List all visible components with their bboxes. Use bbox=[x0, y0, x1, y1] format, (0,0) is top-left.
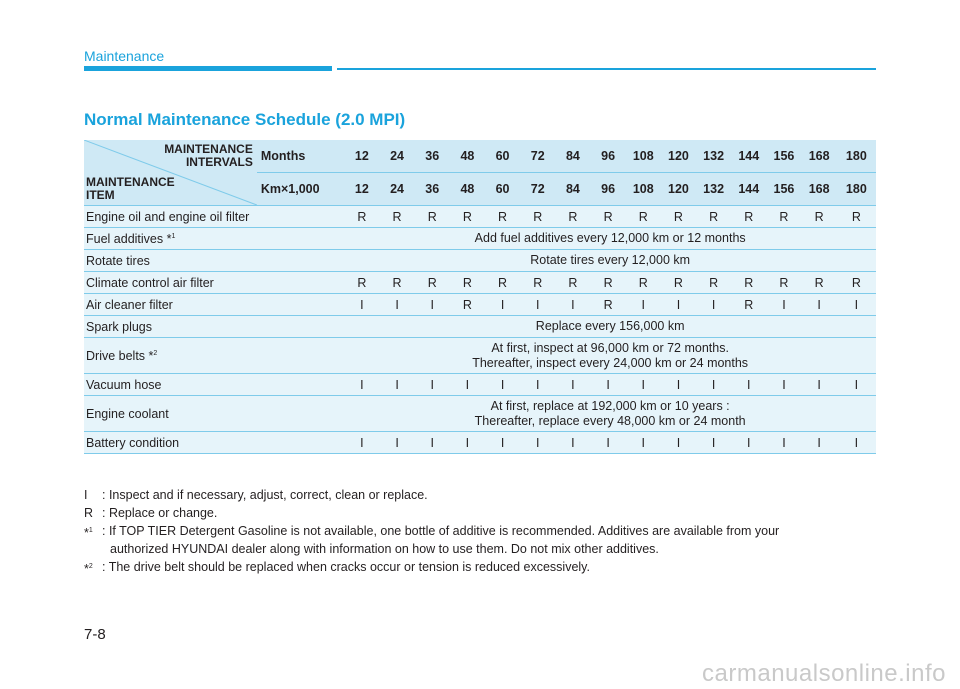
km-interval-cell: 156 bbox=[766, 173, 801, 206]
schedule-cell: I bbox=[485, 432, 520, 454]
note-key: *$^1$ bbox=[84, 526, 93, 541]
months-interval-cell: 132 bbox=[696, 140, 731, 173]
note-text: : The drive belt should be replaced when cracks occur or tension is reduced excessively. bbox=[102, 560, 590, 574]
section-rule-thin bbox=[337, 68, 876, 70]
table-row bbox=[84, 294, 876, 316]
schedule-cell: I bbox=[415, 374, 450, 396]
schedule-cell: I bbox=[661, 374, 696, 396]
schedule-cell: R bbox=[485, 206, 520, 228]
schedule-span-cell: At first, replace at 192,000 km or 10 years : Thereafter, replace every 48,000 km or 24 month bbox=[344, 396, 876, 432]
schedule-cell: I bbox=[344, 294, 379, 316]
schedule-cell: I bbox=[555, 374, 590, 396]
schedule-cell: I bbox=[520, 374, 555, 396]
months-interval-cell: 84 bbox=[555, 140, 590, 173]
footnote-marker: 2 bbox=[153, 349, 158, 357]
schedule-cell: I bbox=[802, 374, 837, 396]
table-row bbox=[84, 396, 876, 432]
note-text: : If TOP TIER Detergent Gasoline is not available, one bottle of additive is recommended. Additives are available from your bbox=[102, 524, 780, 538]
schedule-cell: I bbox=[766, 374, 801, 396]
maintenance-item-label: Rotate tires bbox=[84, 250, 344, 272]
note-key: R bbox=[84, 506, 94, 520]
km-interval-cell: 12 bbox=[344, 173, 379, 206]
months-interval-cell: 108 bbox=[626, 140, 661, 173]
schedule-cell: I bbox=[379, 432, 414, 454]
schedule-cell: I bbox=[626, 432, 661, 454]
legend-note bbox=[84, 504, 884, 522]
schedule-span-cell: At first, inspect at 96,000 km or 72 months. Thereafter, inspect every 24,000 km or 24 months bbox=[344, 338, 876, 374]
maintenance-item-label: Climate control air filter bbox=[84, 272, 344, 294]
schedule-cell: I bbox=[837, 432, 876, 454]
schedule-cell: I bbox=[485, 294, 520, 316]
legend-notes bbox=[84, 486, 884, 576]
footnote-marker: 1 bbox=[88, 527, 93, 534]
schedule-cell: I bbox=[415, 294, 450, 316]
watermark: carmanualsonline.info bbox=[702, 660, 946, 687]
schedule-cell: I bbox=[626, 374, 661, 396]
table-row bbox=[84, 338, 876, 374]
schedule-cell: I bbox=[802, 432, 837, 454]
months-interval-cell: 60 bbox=[485, 140, 520, 173]
footnote-marker: 1 bbox=[171, 232, 176, 240]
section-rule-thick bbox=[84, 66, 332, 71]
note-key: *$^2$ bbox=[84, 562, 93, 577]
schedule-cell: I bbox=[766, 294, 801, 316]
schedule-cell: I bbox=[344, 432, 379, 454]
months-interval-cell: 96 bbox=[591, 140, 626, 173]
schedule-cell: R bbox=[802, 206, 837, 228]
schedule-cell: I bbox=[731, 432, 766, 454]
schedule-cell: I bbox=[520, 294, 555, 316]
km-interval-cell: 132 bbox=[696, 173, 731, 206]
km-interval-cell: 168 bbox=[802, 173, 837, 206]
km-interval-cell: 144 bbox=[731, 173, 766, 206]
schedule-cell: R bbox=[731, 294, 766, 316]
maintenance-item-label: Spark plugs bbox=[84, 316, 344, 338]
table-row bbox=[84, 250, 876, 272]
schedule-cell: R bbox=[626, 272, 661, 294]
table-row bbox=[84, 272, 876, 294]
schedule-cell: R bbox=[415, 272, 450, 294]
schedule-cell: I bbox=[379, 294, 414, 316]
schedule-cell: R bbox=[485, 272, 520, 294]
months-interval-cell: 144 bbox=[731, 140, 766, 173]
km-interval-cell: 48 bbox=[450, 173, 485, 206]
schedule-cell: I bbox=[555, 294, 590, 316]
section-label: Maintenance bbox=[84, 48, 165, 64]
months-interval-cell: 72 bbox=[520, 140, 555, 173]
schedule-cell: R bbox=[450, 272, 485, 294]
months-interval-cell: 36 bbox=[415, 140, 450, 173]
maintenance-item-label: Engine oil and engine oil filter bbox=[84, 206, 344, 228]
schedule-cell: R bbox=[591, 272, 626, 294]
schedule-cell: I bbox=[837, 374, 876, 396]
corner-intervals-label: MAINTENANCE INTERVALS bbox=[164, 142, 253, 169]
schedule-cell: I bbox=[450, 374, 485, 396]
km-interval-cell: 24 bbox=[379, 173, 414, 206]
schedule-cell: I bbox=[696, 432, 731, 454]
schedule-cell: I bbox=[766, 432, 801, 454]
schedule-cell: R bbox=[344, 206, 379, 228]
schedule-cell: I bbox=[696, 374, 731, 396]
schedule-cell: I bbox=[415, 432, 450, 454]
maintenance-item-label: Battery condition bbox=[84, 432, 344, 454]
note-text: : Replace or change. bbox=[102, 506, 218, 520]
months-interval-cell: 120 bbox=[661, 140, 696, 173]
months-interval-cell: 168 bbox=[802, 140, 837, 173]
km-interval-cell: 96 bbox=[591, 173, 626, 206]
schedule-cell: R bbox=[344, 272, 379, 294]
km-interval-cell: 108 bbox=[626, 173, 661, 206]
months-interval-cell: 24 bbox=[379, 140, 414, 173]
months-interval-cell: 12 bbox=[344, 140, 379, 173]
months-interval-cell: 180 bbox=[837, 140, 876, 173]
km-label: Km×1,000 bbox=[257, 173, 344, 206]
schedule-cell: I bbox=[802, 294, 837, 316]
legend-note bbox=[84, 522, 884, 558]
km-interval-cell: 84 bbox=[555, 173, 590, 206]
legend-note bbox=[84, 486, 884, 504]
maintenance-item-label: Air cleaner filter bbox=[84, 294, 344, 316]
schedule-cell: R bbox=[591, 294, 626, 316]
schedule-cell: R bbox=[731, 206, 766, 228]
schedule-cell: I bbox=[485, 374, 520, 396]
schedule-cell: R bbox=[555, 272, 590, 294]
note-key: I bbox=[84, 488, 88, 502]
maintenance-schedule-table bbox=[84, 140, 876, 454]
km-interval-cell: 72 bbox=[520, 173, 555, 206]
km-interval-cell: 180 bbox=[837, 173, 876, 206]
schedule-cell: I bbox=[520, 432, 555, 454]
schedule-cell: I bbox=[450, 432, 485, 454]
schedule-cell: R bbox=[379, 272, 414, 294]
corner-item-label: MAINTENANCE ITEM bbox=[86, 175, 175, 202]
schedule-cell: R bbox=[837, 272, 876, 294]
schedule-cell: I bbox=[379, 374, 414, 396]
schedule-span-cell: Replace every 156,000 km bbox=[344, 316, 876, 338]
table-row bbox=[84, 316, 876, 338]
schedule-cell: R bbox=[766, 206, 801, 228]
maintenance-item-label: Fuel additives *$^1$ bbox=[84, 228, 344, 250]
schedule-cell: R bbox=[520, 272, 555, 294]
schedule-cell: R bbox=[661, 206, 696, 228]
schedule-cell: R bbox=[766, 272, 801, 294]
note-text-continued: authorized HYUNDAI dealer along with information on how to use them. Do not mix other additives. bbox=[110, 542, 659, 556]
schedule-cell: I bbox=[591, 432, 626, 454]
schedule-cell: I bbox=[837, 294, 876, 316]
header-row-months bbox=[84, 140, 876, 173]
schedule-cell: R bbox=[450, 206, 485, 228]
schedule-span-cell: Rotate tires every 12,000 km bbox=[344, 250, 876, 272]
page-title: Normal Maintenance Schedule (2.0 MPI) bbox=[84, 110, 406, 129]
note-text: : Inspect and if necessary, adjust, correct, clean or replace. bbox=[102, 488, 428, 502]
months-label: Months bbox=[257, 140, 344, 173]
schedule-cell: R bbox=[696, 272, 731, 294]
schedule-cell: R bbox=[696, 206, 731, 228]
schedule-cell: I bbox=[661, 294, 696, 316]
schedule-cell: I bbox=[555, 432, 590, 454]
schedule-cell: R bbox=[555, 206, 590, 228]
maintenance-item-label: Vacuum hose bbox=[84, 374, 344, 396]
legend-note bbox=[84, 558, 884, 576]
schedule-cell: R bbox=[591, 206, 626, 228]
km-interval-cell: 60 bbox=[485, 173, 520, 206]
schedule-cell: R bbox=[415, 206, 450, 228]
table-row bbox=[84, 374, 876, 396]
schedule-cell: R bbox=[802, 272, 837, 294]
schedule-cell: R bbox=[450, 294, 485, 316]
schedule-cell: I bbox=[696, 294, 731, 316]
schedule-span-cell: Add fuel additives every 12,000 km or 12 months bbox=[344, 228, 876, 250]
schedule-cell: R bbox=[379, 206, 414, 228]
months-interval-cell: 48 bbox=[450, 140, 485, 173]
schedule-cell: R bbox=[731, 272, 766, 294]
schedule-cell: R bbox=[626, 206, 661, 228]
table-row bbox=[84, 206, 876, 228]
km-interval-cell: 36 bbox=[415, 173, 450, 206]
schedule-cell: I bbox=[626, 294, 661, 316]
schedule-cell: R bbox=[661, 272, 696, 294]
schedule-cell: I bbox=[731, 374, 766, 396]
schedule-cell: I bbox=[344, 374, 379, 396]
maintenance-item-label: Engine coolant bbox=[84, 396, 344, 432]
header-corner bbox=[84, 140, 257, 206]
schedule-cell: R bbox=[837, 206, 876, 228]
schedule-cell: R bbox=[520, 206, 555, 228]
schedule-cell: I bbox=[591, 374, 626, 396]
table-row bbox=[84, 228, 876, 250]
months-interval-cell: 156 bbox=[766, 140, 801, 173]
schedule-cell: I bbox=[661, 432, 696, 454]
table-row bbox=[84, 432, 876, 454]
maintenance-item-label: Drive belts *$^2$ bbox=[84, 338, 344, 374]
km-interval-cell: 120 bbox=[661, 173, 696, 206]
footnote-marker: 2 bbox=[88, 563, 93, 570]
page-number: 7-8 bbox=[84, 626, 106, 643]
